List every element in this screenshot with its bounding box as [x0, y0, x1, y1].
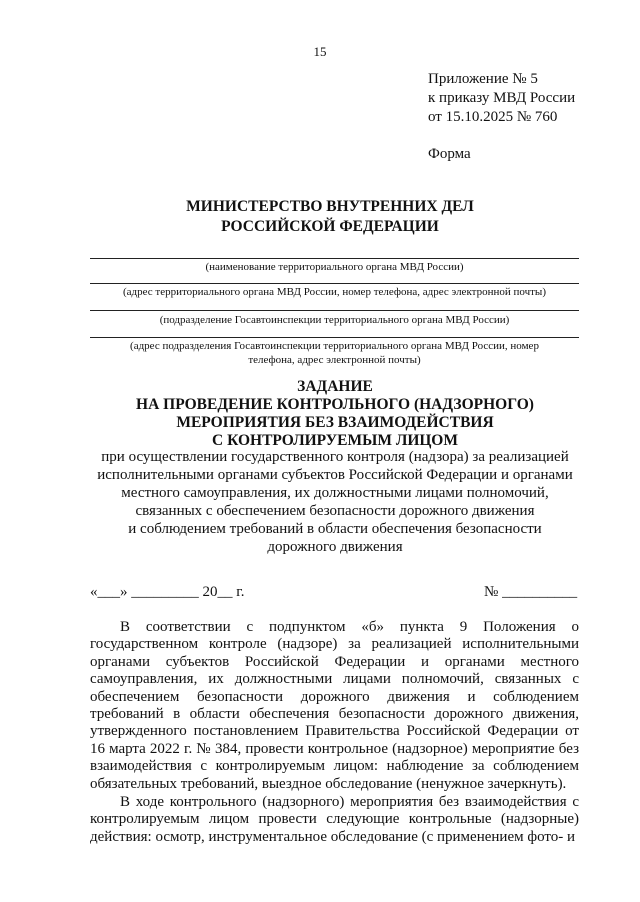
subtitle-line-2: исполнительными органами субъектов Российской Федерации и органами [97, 467, 573, 483]
appendix-line-1: Приложение № 5 [428, 71, 538, 87]
gai-address-caption-line-1: (адрес подразделения Госавтоинспекции территориального органа МВД России, номер [130, 340, 539, 352]
document-title [90, 378, 580, 450]
form-label: Форма [428, 146, 471, 162]
subtitle-line-6: дорожного движения [267, 539, 403, 555]
date-year-suffix: г. [232, 584, 245, 600]
title-line-1: ЗАДАНИЕ [297, 378, 373, 395]
document-subtitle [80, 448, 590, 556]
body-paragraph-1: В соответствии с подпунктом «б» пункта 9 Положения о государственном контроле (надзоре) за реализацией исполнительными органами субъектов Российской Федерации и органами местного самоуправления, их должностными лицами полномочий, связанных с обеспечением безопасности дорожного движения и соблюдением требований в области обеспечения безопасности дорожного движения, утвержденного постановлением Правительства Российской Федерации от 16 марта 2022 г. № 384, провести контрольное (надзорное) мероприятие без взаимодействия с контролируемым лицом: наблюдение за соблюдением обязательных требований, выездное обследование (ненужное зачеркнуть). [90, 619, 579, 792]
date-field [90, 584, 244, 601]
number-field [484, 584, 577, 601]
date-day-blank: ___ [97, 584, 120, 600]
ministry-heading [90, 197, 570, 237]
date-open-quote: « [90, 584, 98, 600]
number-blank: __________ [502, 584, 578, 600]
gai-address-caption-line-2: телефона, адрес электронной почты) [248, 354, 421, 366]
ministry-line-1: МИНИСТЕРСТВО ВНУТРЕННИХ ДЕЛ [186, 198, 474, 215]
body-paragraph-2: В ходе контрольного (надзорного) мероприятия без взаимодействия с контролируемым лицом провести следующие контрольные (надзорные) действия: осмотр, инструментальное обследование (с применением фото- и [90, 794, 579, 845]
number-label: № [484, 584, 499, 600]
gai-address-line [90, 337, 579, 338]
appendix-line-2: к приказу МВД России [428, 90, 576, 106]
body-text [90, 619, 579, 846]
subtitle-line-5: и соблюдением требований в области обеспечения безопасности [128, 521, 542, 537]
gai-unit-caption: (подразделение Госавтоинспекции территориального органа МВД России) [159, 314, 510, 326]
title-line-2: НА ПРОВЕДЕНИЕ КОНТРОЛЬНОГО (НАДЗОРНОГО) [136, 396, 534, 413]
subtitle-line-1: при осуществлении государственного контроля (надзора) за реализацией [101, 449, 569, 465]
date-year-blank: __ [217, 584, 233, 600]
subtitle-line-3: местного самоуправления, их должностными лицами полномочий, [121, 485, 549, 501]
gai-unit-line [90, 310, 579, 311]
territorial-body-caption: (наименование территориального органа МВД России) [205, 261, 464, 273]
appendix-block [428, 70, 575, 127]
gai-address-caption [90, 339, 579, 367]
title-line-4: С КОНТРОЛИРУЕМЫМ ЛИЦОМ [212, 432, 458, 449]
territorial-body-line [90, 258, 579, 259]
page-number: 15 [313, 44, 327, 59]
date-year-prefix: 20 [202, 584, 218, 600]
ministry-line-2: РОССИЙСКОЙ ФЕДЕРАЦИИ [221, 218, 439, 235]
date-close-quote: » [120, 584, 128, 600]
appendix-line-3: от 15.10.2025 № 760 [428, 109, 558, 125]
date-month-blank: _________ [131, 584, 199, 600]
title-line-3: МЕРОПРИЯТИЯ БЕЗ ВЗАИМОДЕЙСТВИЯ [176, 414, 494, 431]
territorial-address-caption: (адрес территориального органа МВД России, номер телефона, адрес электронной почты) [122, 286, 546, 298]
subtitle-line-4: связанных с обеспечением безопасности дорожного движения [135, 503, 535, 519]
territorial-address-line [90, 283, 579, 284]
